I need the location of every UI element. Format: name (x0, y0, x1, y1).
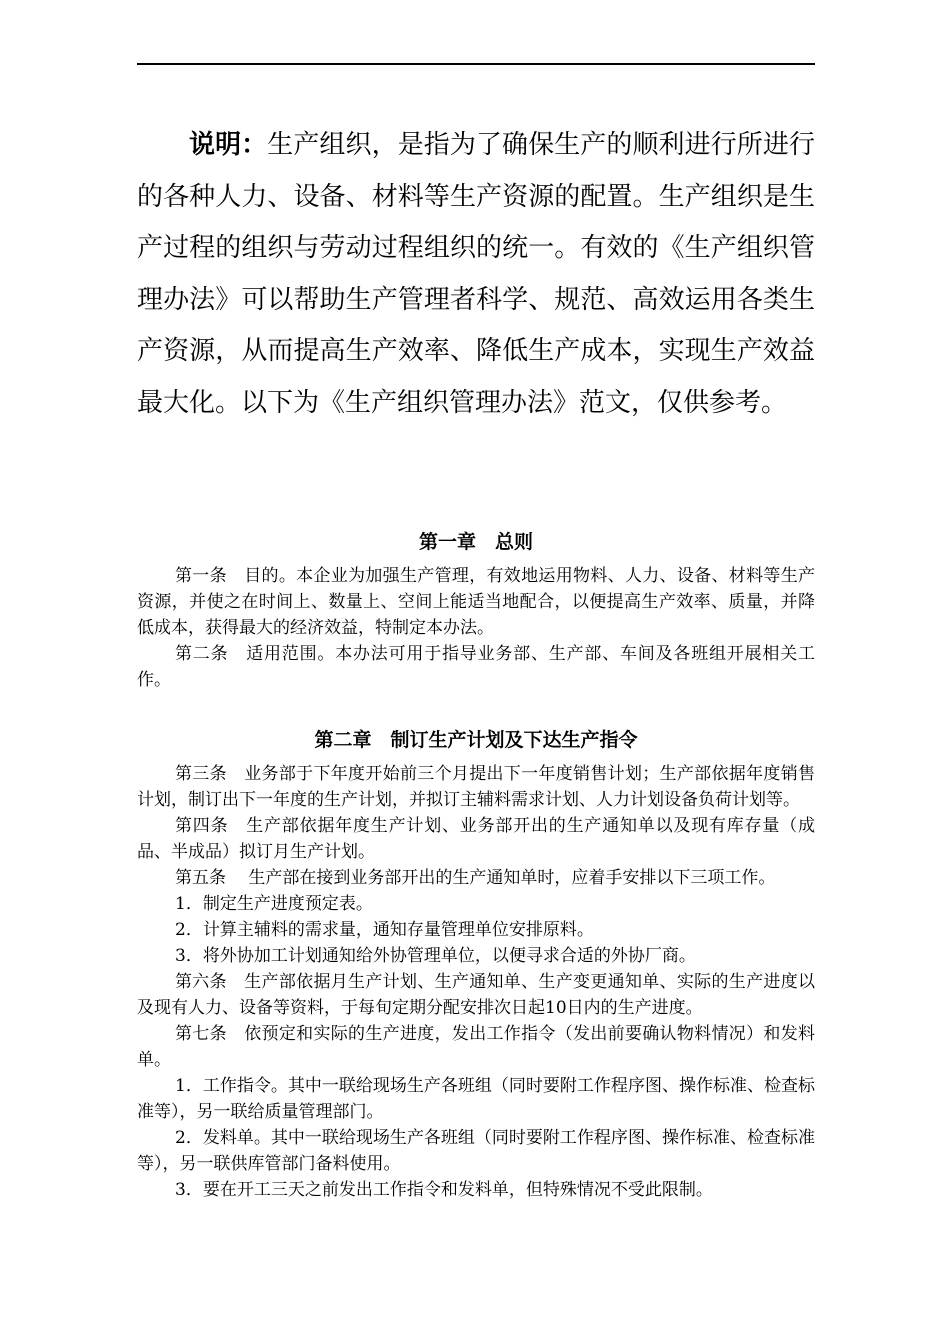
intro-paragraph (137, 120, 815, 429)
article-3: 第三条 业务部于下年度开始前三个月提出下一年度销售计划；生产部依据年度销售计划，制订出下一年度的生产计划，并拟订主辅料需求计划、人力计划设备负荷计划等。 (137, 764, 815, 810)
article-4: 第四条 生产部依据年度生产计划、业务部开出的生产通知单以及现有库存量（成品、半成品）拟订月生产计划。 (137, 816, 815, 862)
article-5: 第五条 生产部在接到业务部开出的生产通知单时，应着手安排以下三项工作。 (175, 868, 776, 888)
chapter-1-title: 第一章 总则 (418, 531, 533, 553)
article-7-item-1: 1．工作指令。其中一联给现场生产各班组（同时要附工作程序图、操作标准、检查标准等），另一联给质量管理部门。 (137, 1076, 815, 1122)
article-7-item-3: 3．要在开工三天之前发出工作指令和发料单，但特殊情况不受此限制。 (175, 1180, 713, 1200)
document-body (137, 527, 815, 1203)
article-5-item-1: 1．制定生产进度预定表。 (175, 894, 373, 914)
intro-lead: 说明： (189, 130, 268, 160)
article-1: 第一条 目的。本企业为加强生产管理，有效地运用物料、人力、设备、材料等生产资源，并使之在时间上、数量上、空间上能适当地配合，以便提高生产效率、质量，并降低成本，获得最大的经济效益，特制定本办法。 (137, 566, 815, 638)
article-6: 第六条 生产部依据月生产计划、生产通知单、生产变更通知单、实际的生产进度以及现有人力、设备等资料，于每旬定期分配安排次日起10日内的生产进度。 (137, 972, 815, 1018)
article-7: 第七条 依预定和实际的生产进度，发出工作指令（发出前要确认物料情况）和发料单。 (137, 1024, 815, 1070)
article-5-item-3: 3．将外协加工计划通知给外协管理单位，以便寻求合适的外协厂商。 (175, 946, 696, 966)
article-5-item-2: 2．计算主辅料的需求量，通知存量管理单位安排原料。 (175, 920, 594, 940)
article-2: 第二条 适用范围。本办法可用于指导业务部、生产部、车间及各班组开展相关工作。 (137, 644, 815, 690)
intro-text: 生产组织，是指为了确保生产的顺利进行所进行的各种人力、设备、材料等生产资源的配置。生产组织是生产过程的组织与劳动过程组织的统一。有效的《生产组织管理办法》可以帮助生产管理者科学、规范、高效运用各类生产资源，从而提高生产效率、降低生产成本，实现生产效益最大化。以下为《生产组织管理办法》范文，仅供参考。 (137, 130, 815, 418)
header-rule (137, 63, 815, 65)
chapter-2-title: 第二章 制订生产计划及下达生产指令 (314, 729, 638, 751)
article-7-item-2: 2．发料单。其中一联给现场生产各班组（同时要附工作程序图、操作标准、检查标准等），另一联供库管部门备料使用。 (137, 1128, 815, 1174)
